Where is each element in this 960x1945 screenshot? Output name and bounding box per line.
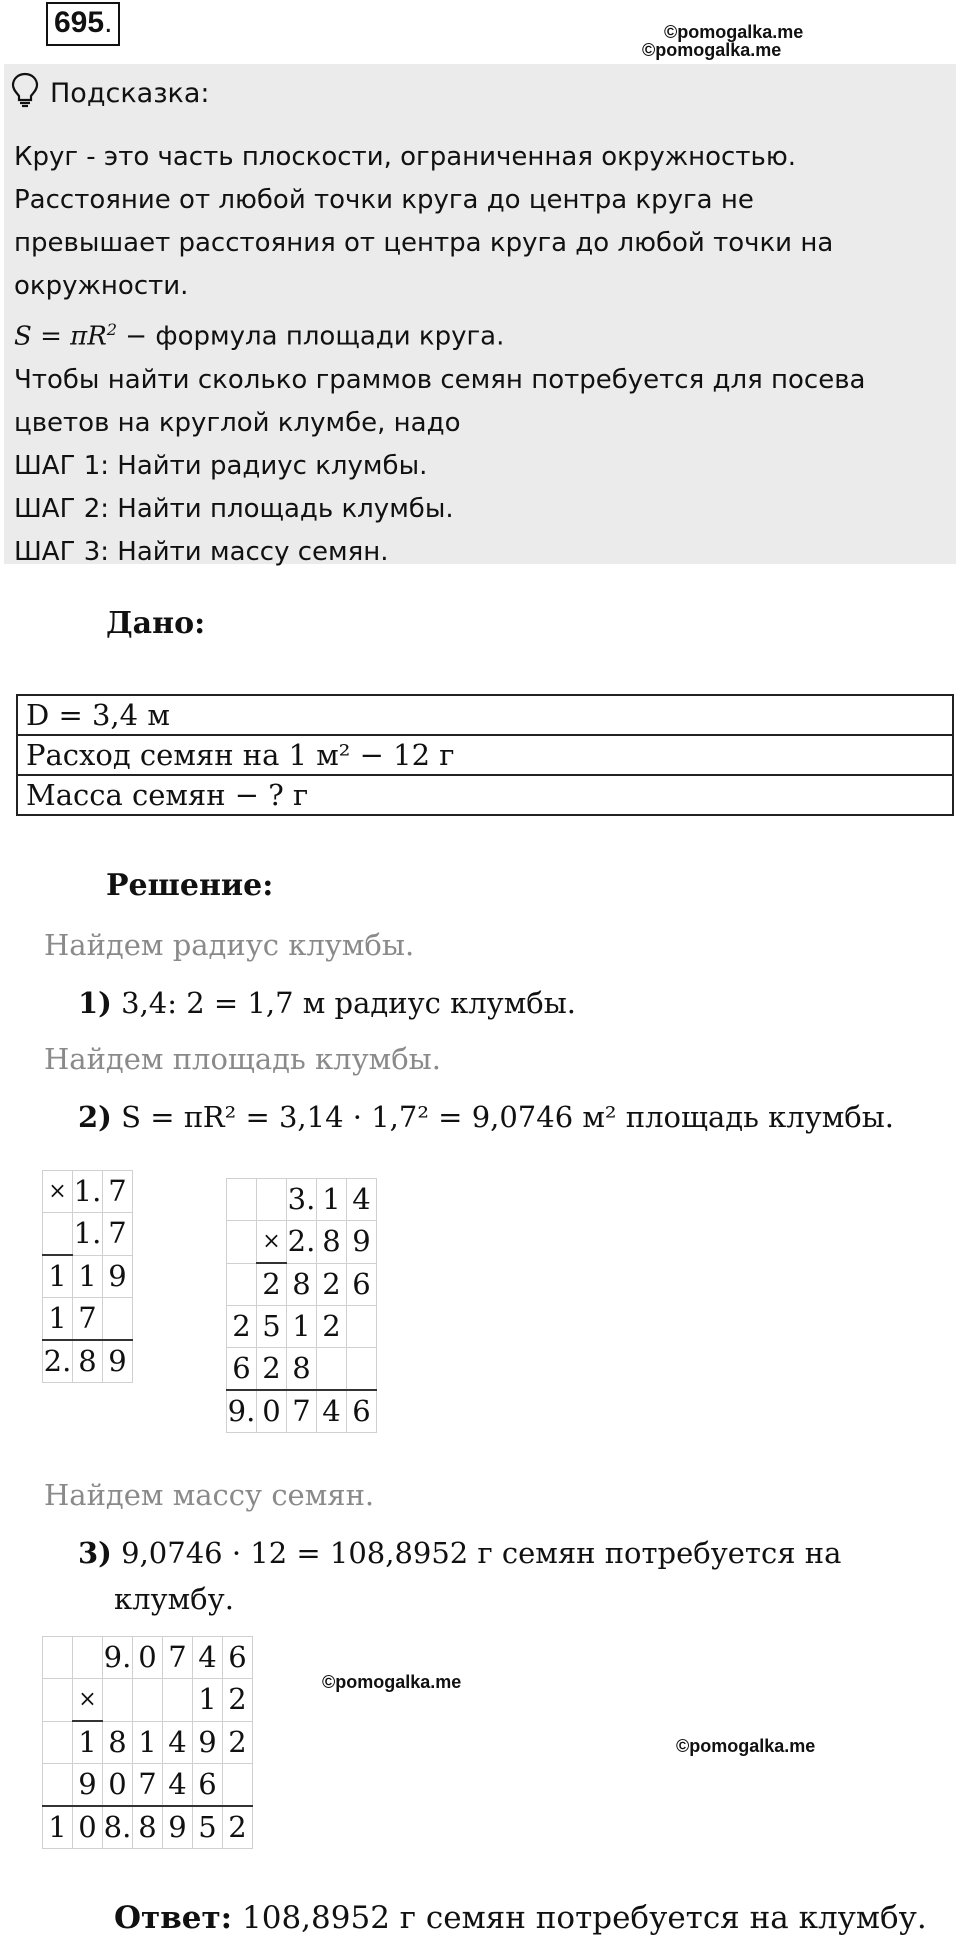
calc-cell: 6 — [227, 1348, 257, 1391]
calc-cell: 6 — [193, 1764, 223, 1807]
step-text: 9,0746 · 12 = 108,8952 г семян потребуется на — [111, 1536, 842, 1570]
formula-rhs: − формула площади круга. — [117, 321, 505, 352]
calc-cell — [43, 1213, 73, 1256]
calc-grid-1 — [42, 1170, 133, 1383]
calc-cell: 4 — [317, 1390, 347, 1433]
calc-cell: 2 — [257, 1263, 287, 1306]
hint-line: окружности. — [14, 271, 189, 301]
calc-cell: 2 — [223, 1806, 253, 1849]
step-text: 3,4: 2 = 1,7 м радиус клумбы. — [111, 986, 577, 1020]
calc-cell: 0 — [73, 1806, 103, 1849]
calc-cell: 2 — [257, 1348, 287, 1391]
calc-cell: 7 — [133, 1764, 163, 1807]
calc-cell — [317, 1348, 347, 1391]
calc-cell — [133, 1679, 163, 1722]
watermark: ©pomogalka.me — [642, 40, 782, 60]
calc-cell: 0 — [257, 1390, 287, 1433]
calc-cell — [227, 1263, 257, 1306]
calc-cell — [163, 1679, 193, 1722]
calc-cell: 6 — [223, 1637, 253, 1679]
calc-cell: 1 — [193, 1679, 223, 1722]
solution-hint: Найдем массу семян. — [44, 1478, 375, 1512]
solution-hint: Найдем радиус клумбы. — [44, 928, 415, 962]
step-text: Найти площадь клумбы. — [109, 493, 454, 524]
solution-hint: Найдем площадь клумбы. — [44, 1042, 441, 1076]
calc-cell: 8. — [103, 1806, 133, 1849]
given-row: Масса семян − ? г — [17, 775, 953, 815]
given-row: D = 3,4 м — [17, 695, 953, 735]
step-label: ШАГ 3: — [14, 536, 110, 567]
calc-cell: 3. — [287, 1179, 317, 1221]
calc-cell: 7 — [103, 1213, 133, 1256]
hint-line: Расстояние от любой точки круга до центра круга не — [14, 185, 754, 215]
calc-cell: 1 — [43, 1298, 73, 1341]
calc-cell: 2 — [223, 1679, 253, 1722]
calc-cell: 8 — [287, 1263, 317, 1306]
step-number: 1) — [78, 986, 112, 1020]
calc-cell: 4 — [193, 1637, 223, 1679]
hint-step — [14, 445, 944, 488]
hint-title: Подсказка: — [50, 78, 210, 109]
calc-cell: 1 — [73, 1721, 103, 1764]
calc-cell: 6 — [347, 1263, 377, 1306]
calc-cell: 0 — [103, 1764, 133, 1807]
calc-cell: 6 — [347, 1390, 377, 1433]
calc-cell — [223, 1764, 253, 1807]
hint-line: превышает расстояния от центра круга до любой точки на — [14, 228, 834, 258]
calc-cell: 2 — [227, 1306, 257, 1348]
calc-cell: 8 — [103, 1721, 133, 1764]
given-table — [16, 694, 954, 816]
solution-step — [78, 986, 576, 1020]
lightbulb-icon — [10, 72, 40, 115]
hint-header — [10, 72, 210, 115]
calc-cell — [73, 1637, 103, 1679]
calc-cell — [347, 1348, 377, 1391]
watermark: ©pomogalka.me — [676, 1736, 816, 1756]
calc-cell: 7 — [103, 1171, 133, 1213]
calc-cell: 5 — [193, 1806, 223, 1849]
calc-cell: 8 — [73, 1340, 103, 1383]
calc-cell — [227, 1221, 257, 1264]
calc-cell: 8 — [317, 1221, 347, 1264]
step-number: 2) — [78, 1100, 112, 1134]
calc-cell: 2 — [317, 1306, 347, 1348]
given-title: Дано: — [106, 606, 206, 641]
given-row: Расход семян на 1 м² − 12 г — [17, 735, 953, 775]
calc-cell — [257, 1179, 287, 1221]
step-label: ШАГ 1: — [14, 450, 110, 481]
calc-cell: 2 — [317, 1263, 347, 1306]
calc-cell: 2 — [223, 1721, 253, 1764]
calc-cell: 9 — [347, 1221, 377, 1264]
hint-line: Круг - это часть плоскости, ограниченная окружностью. — [14, 142, 796, 172]
hint-line: цветов на круглой клумбе, надо — [14, 407, 461, 438]
calc-cell: 1 — [43, 1255, 73, 1298]
step-text: Найти радиус клумбы. — [109, 450, 428, 481]
step-text: Найти массу семян. — [109, 536, 389, 567]
calc-cell: 7 — [287, 1390, 317, 1433]
watermark: ©pomogalka.me — [664, 22, 804, 42]
calc-cell — [103, 1679, 133, 1722]
answer-label: Ответ: — [114, 1900, 233, 1936]
formula-lhs: S = πR — [14, 321, 107, 352]
step-label: ШАГ 2: — [14, 493, 110, 524]
calc-cell: 1. — [73, 1213, 103, 1256]
calc-cell: × — [43, 1171, 73, 1213]
calc-cell: 7 — [163, 1637, 193, 1679]
calc-cell — [43, 1637, 73, 1679]
calc-cell — [227, 1179, 257, 1221]
hint-step — [14, 488, 944, 531]
hint-body — [14, 136, 944, 574]
solution-step — [78, 1100, 894, 1134]
calc-cell — [103, 1298, 133, 1341]
calc-cell: 9 — [103, 1340, 133, 1383]
problem-number: 695. — [46, 2, 120, 46]
calc-cell: 4 — [163, 1721, 193, 1764]
calc-cell: 8 — [287, 1348, 317, 1391]
calc-cell: 1 — [73, 1255, 103, 1298]
calc-cell: 1 — [43, 1806, 73, 1849]
calc-cell: 9. — [103, 1637, 133, 1679]
calc-cell: 8 — [133, 1806, 163, 1849]
calc-cell: 1. — [73, 1171, 103, 1213]
calc-cell: 9 — [163, 1806, 193, 1849]
calc-cell: 2. — [43, 1340, 73, 1383]
answer — [114, 1900, 927, 1936]
hint-step — [14, 531, 944, 574]
calc-cell: × — [73, 1679, 103, 1722]
calc-cell: 9 — [193, 1721, 223, 1764]
hint-formula: $S = \pi R^2$ − формула площади круга. — [14, 320, 505, 352]
calc-cell — [43, 1764, 73, 1807]
calc-cell: 0 — [133, 1637, 163, 1679]
calc-cell — [43, 1679, 73, 1722]
calc-grid-2 — [226, 1178, 377, 1433]
calc-cell: 2. — [287, 1221, 317, 1264]
calc-cell: 1 — [287, 1306, 317, 1348]
calc-cell: 5 — [257, 1306, 287, 1348]
solution-title: Решение: — [106, 868, 274, 903]
calc-cell: 4 — [347, 1179, 377, 1221]
calc-cell: 7 — [73, 1298, 103, 1341]
calc-cell: 1 — [317, 1179, 347, 1221]
calc-cell: 4 — [163, 1764, 193, 1807]
calc-cell: 9. — [227, 1390, 257, 1433]
solution-step — [78, 1536, 841, 1570]
answer-text: 108,8952 г семян потребуется на клумбу. — [232, 1900, 927, 1936]
calc-grid-3 — [42, 1636, 253, 1849]
calc-cell: 9 — [103, 1255, 133, 1298]
calc-cell: × — [257, 1221, 287, 1264]
step-text: S = πR² = 3,14 · 1,7² = 9,0746 м² площадь клумбы. — [111, 1100, 895, 1134]
calc-cell: 9 — [73, 1764, 103, 1807]
solution-step-cont: клумбу. — [114, 1582, 234, 1616]
hint-line: Чтобы найти сколько граммов семян потребуется для посева — [14, 364, 866, 395]
calc-cell — [347, 1306, 377, 1348]
watermark: ©pomogalka.me — [322, 1672, 462, 1692]
calc-cell: 1 — [133, 1721, 163, 1764]
step-number: 3) — [78, 1536, 112, 1570]
calc-cell — [43, 1721, 73, 1764]
